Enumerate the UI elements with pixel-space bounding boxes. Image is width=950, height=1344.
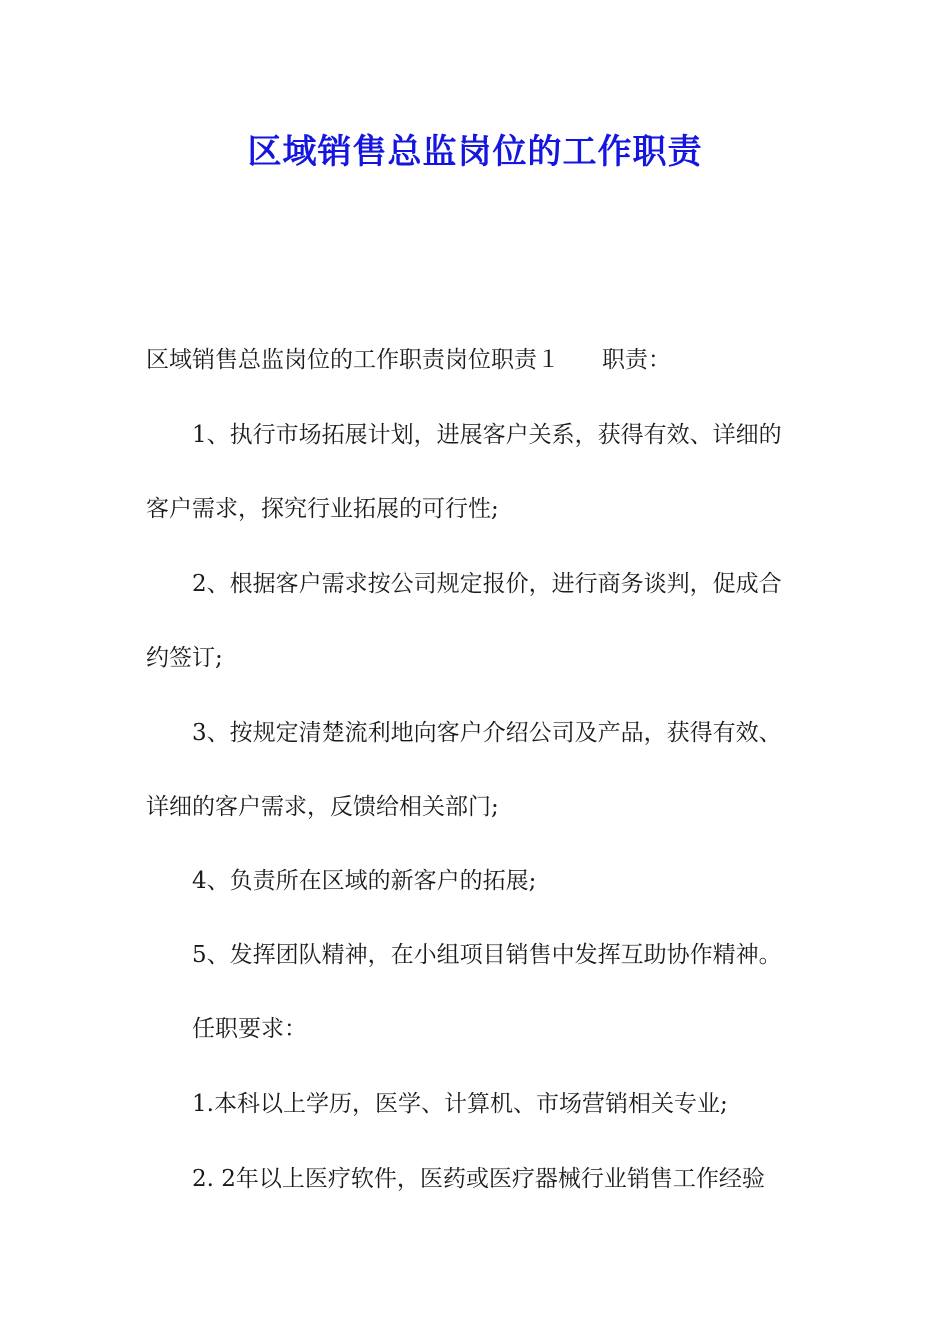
- intro-heading: 区域销售总监岗位的工作职责岗位职责１: [146, 347, 560, 373]
- duty-3-line-2: 详细的客户需求，反馈给相关部门;: [146, 794, 499, 820]
- duty-4-line: 4、负责所在区域的新客户的拓展;: [192, 868, 537, 894]
- requirements-heading: 任职要求：: [192, 1016, 307, 1042]
- intro-label: 职责：: [602, 347, 671, 373]
- document-title: 区域销售总监岗位的工作职责: [247, 132, 703, 172]
- duty-2-line-2: 约签订;: [146, 645, 223, 671]
- duty-3-line-1: 3、按规定清楚流利地向客户介绍公司及产品，获得有效、: [192, 720, 782, 746]
- intro-line: [146, 343, 826, 377]
- duty-2-line-1: 2、根据客户需求按公司规定报价，进行商务谈判，促成合: [192, 571, 782, 597]
- duty-1-line-1: 1、执行市场拓展计划，进展客户关系，获得有效、详细的: [192, 422, 782, 448]
- requirement-2-line: 2. 2年以上医疗软件，医药或医疗器械行业销售工作经验: [192, 1166, 765, 1192]
- requirement-1-line: 1.本科以上学历，医学、计算机、市场营销相关专业;: [192, 1091, 728, 1117]
- duty-5-line: 5、发挥团队精神，在小组项目销售中发挥互助协作精神。: [192, 942, 782, 968]
- duty-1-line-2: 客户需求，探究行业拓展的可行性;: [146, 496, 499, 522]
